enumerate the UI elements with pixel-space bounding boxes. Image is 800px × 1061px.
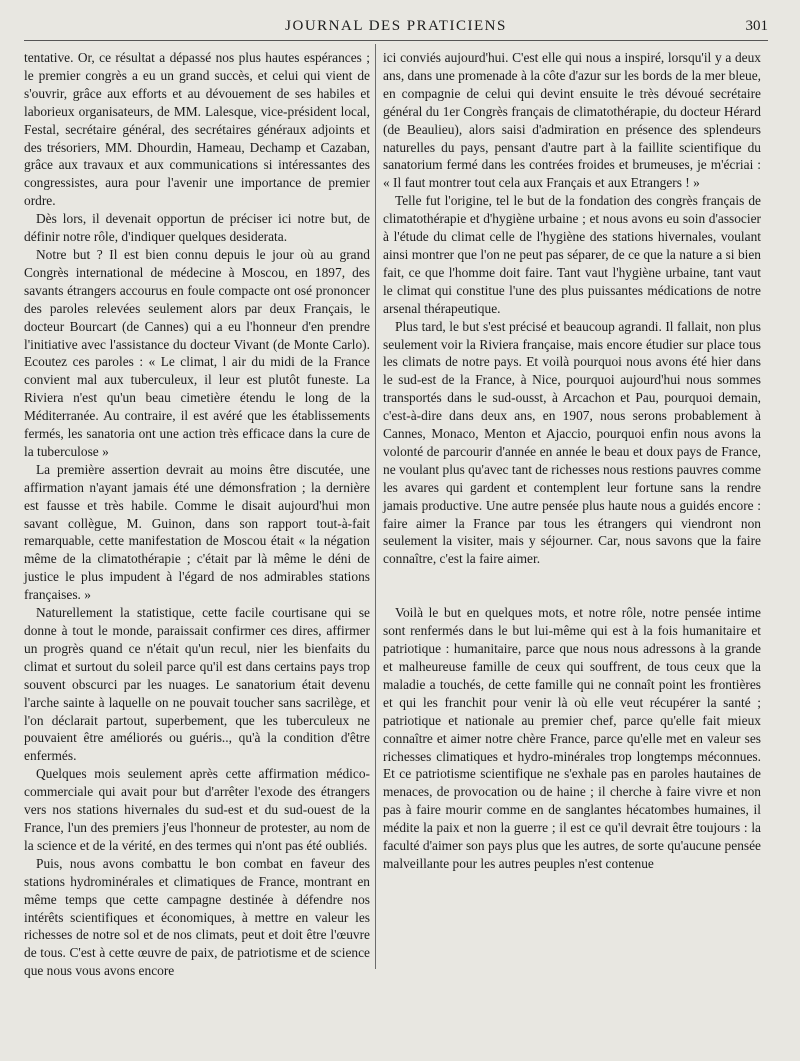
paragraph: Dès lors, il devenait opportun de préciser ici notre but, de définir notre rôle, d'indiquer quelques desiderata. [24,211,370,245]
section-break [383,568,761,604]
paragraph: ici conviés aujourd'hui. C'est elle qui nous a inspiré, lorsqu'il y a deux ans, dans une promenade à la côte d'azur sur les bords de la mer bleue, en compagnie de celui qui devint ensuite le très dévoué secrétaire général du 1er Congrès français de climatothérapie, du docteur Hérard (de Beaulieu), alors saisi d'admiration en présence des splendeurs naturelles du pays, pensant d'autre part à la faillite scientifique du sanatorium fermé dans les contrées froides et brumeuses, je m'écriai : « Il faut montrer tout cela aux Français et aux Etrangers ! » [383,50,761,191]
journal-title: JOURNAL DES PRATICIENS [285,18,507,34]
paragraph: Quelques mois seulement après cette affirmation médico-commerciale qui avait pour but d'arrêter l'exode des étrangers vers nos stations hivernales du sud-est et du sud-ouest de la France, l'un des premiers j'eus l'honneur de protester, au nom de la science et de la vérité, en des termes qui n'ont pas été oubliés. [24,766,370,853]
page-number: 301 [745,18,768,34]
paragraph: Puis, nous avons combattu le bon combat en faveur des stations hydrominérales et climatiques de France, montrant en même temps que cette campagne destinée à défendre nos intérêts scientifiques et économiques, à mettre en valeur les richesses de notre sol et de nos climats, peut et doit être l'œuvre de tous. C'est à cette œuvre de paix, de patriotisme et de science que nous vous avons encore [24,855,370,979]
paragraph: Naturellement la statistique, cette facile courtisane qui se donne à tout le monde, paraissait confirmer ces dires, affirmer un progrès quand ce n'était qu'un recul, nier les bienfaits du climat et surtout du soleil parce qu'il est dans certains pays trop souvent obscurci par les nuages. Le sanatorium était devenu l'arche sainte à laquelle on ne pouvait toucher sans sacrilège, et l'on déclarait partout, superbement, que les tuberculeux ne pouvaient être améliorés ou guéris.., qu'à la condition d'être enfermés. [24,605,370,764]
paragraph: Telle fut l'origine, tel le but de la fondation des congrès français de climatothérapie et d'hygiène urbaine ; et nous avons eu soin d'associer à l'étude du climat celle de l'hygiène des stations hivernales, voulant ainsi montrer que l'on ne peut pas séparer, de ce que la nature a si bien fait, ce que l'homme doit faire. Tant vaut l'hygiène urbaine, tant vaut le climat qui constitue l'une des plus puissantes médications de notre arsenal thérapeutique. [383,193,761,316]
right-column [383,49,761,873]
paragraph: tentative. Or, ce résultat a dépassé nos plus hautes espérances ; le premier congrès a eu un grand succès, et celui qui vient de s'ouvrir, grâce aux efforts et au dévouement de ses habiles et laborieux organisateurs, de MM. Lalesque, vice-président local, Festal, secrétaire général, des secrétaires généraux adjoints et des trésoriers, MM. Dhourdin, Hameau, Dechamp et Cazaban, grâce aux travaux et aux communications si intéressantes des congressistes, aura pour l'avenir une importance de premier ordre. [24,50,370,209]
paragraph: Plus tard, le but s'est précisé et beaucoup agrandi. Il fallait, non plus seulement voir la Riviera française, mais encore étudier sur place tous les climats de notre pays. Et voilà pourquoi nous avons été hier dans le sud-est de la France, à Nice, pourquoi aujourd'hui nous sommes transportés dans le sud-ousst, à Arcachon et Pau, pourquoi demain, c'est-à-dire dans deux ans, en 1907, nous serons probablement à Cannes, Monaco, Menton et Ajaccio, pourquoi enfin nous avons la volonté de parcourir d'année en année le beau et doux pays de France, ne voulant plus qu'avec tant de richesses nous restions pauvres comme les avares qui gardent et contemplent leur fortune sans la rendre jamais productive. Une autre pensée plus haute nous a guidés encore : faire aimer la France par tous les étrangers qui viendront non seulement la visiter, mais y séjourner. Car, nous savons que la faire connaître, c'est la faire aimer. [383,318,761,567]
paragraph: Voilà le but en quelques mots, et notre rôle, notre pensée intime sont renfermés dans le but lui-même qui est à la fois humanitaire et patriotique : humanitaire, parce que nous nous adressons à la grande et malheureuse famille de ceux qui souffrent, de tous ceux que la maladie a touchés, de cette famille qui ne connaît point les frontières et qui les franchit pour venir là où elle veut récupérer la santé ; patriotique et nationale au premier chef, parce qu'elle fait mieux connaître et aimer notre chère France, parce qu'elle met en valeur ses richesses climatiques et hydro-minérales trop longtemps méconnues. Et ce patriotisme scientifique ne s'exhale pas en paroles hautaines de menaces, de provocation ou de haine ; il cherche à faire vivre et non pas à faire mourir comme en de sanglantes hécatombes humaines, il médite la paix et non la guerre ; il est ce qu'il devrait être toujours : la faculté d'aimer son pays plus que les autres, de sorte qu'aucune pensée malveillante pour les autres peuples n'est contenue [383,605,761,871]
column-divider [375,44,376,969]
paragraph: Notre but ? Il est bien connu depuis le jour où au grand Congrès international de médecine à Moscou, en 1897, des savants étrangers accourus en foule compacte ont osé prononcer des paroles relevées seulement alors par deux Français, le docteur Bourcart (de Cannes) qui a eu l'honneur d'en prendre l'initiative avec l'assistance du docteur Vivant (de Monte Carlo). Ecoutez ces paroles : « Le climat, l air du midi de la France convient mal aux tuberculeux, il leur est plutôt funeste. La Riviera n'est qu'un beau cimetière étendu le long de la Méditerranée. Au contraire, il est avéré que les établissements fermés, les sanatoria ont une action très efficace dans la cure de la tuberculose » [24,246,370,459]
page-header [24,18,768,41]
paragraph: La première assertion devrait au moins être discutée, une affirmation n'ayant jamais été une démonsfration ; la dernière est fausse et très habile. Comme le disait aujourd'hui mon savant collègue, M. Guinon, dans son rapport tout-à-fait remarquable, cette manifestation de Moscou était « la négation même de la climatothérapie ; c'était par là même le déni de justice le plus impudent à l'égard de nos admirables stations françaises. » [24,461,370,603]
left-column [24,49,370,980]
